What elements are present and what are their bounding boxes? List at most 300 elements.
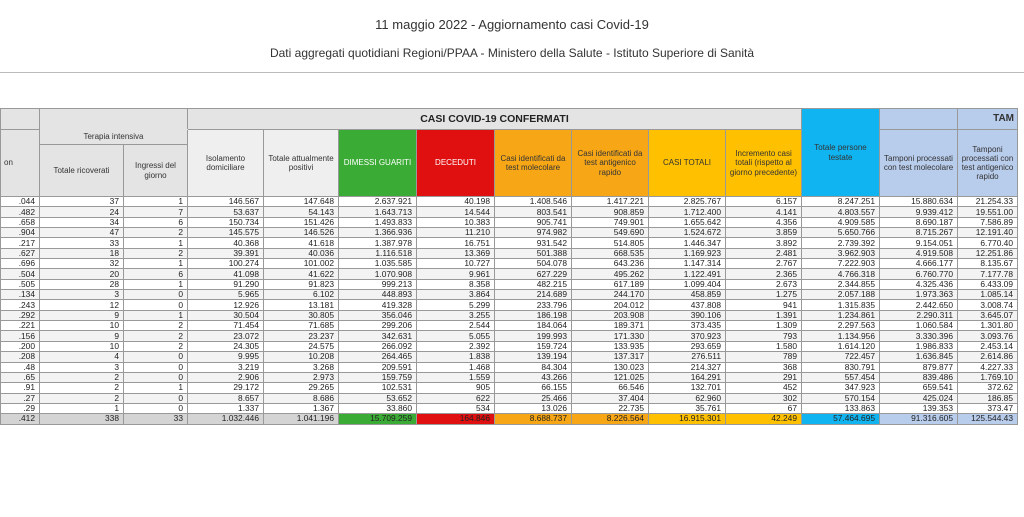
table-cell: 199.993 bbox=[495, 331, 572, 341]
header-antigen-cases: Casi identificati da test antigenico rapido bbox=[572, 130, 649, 197]
table-cell: 1.147.314 bbox=[649, 259, 726, 269]
totals-row bbox=[1, 414, 1018, 424]
table-cell: 6.102 bbox=[264, 290, 339, 300]
table-cell: 29.172 bbox=[188, 383, 264, 393]
table-cell: 23.072 bbox=[188, 331, 264, 341]
table-cell: 3 bbox=[40, 362, 124, 372]
table-cell: 6.760.770 bbox=[880, 269, 958, 279]
table-cell: 1.493.833 bbox=[339, 217, 417, 227]
table-cell: 10.383 bbox=[417, 217, 495, 227]
table-cell: 145.575 bbox=[188, 228, 264, 238]
table-cell: 13.026 bbox=[495, 403, 572, 413]
table-cell: 33 bbox=[40, 238, 124, 248]
table-cell: 171.330 bbox=[572, 331, 649, 341]
total-cell: 8.226.564 bbox=[572, 414, 649, 424]
table-row bbox=[1, 341, 1018, 351]
table-cell: 139.353 bbox=[880, 403, 958, 413]
table-cell: 879.877 bbox=[880, 362, 958, 372]
table-cell: 146.526 bbox=[264, 228, 339, 238]
table-cell: 504.078 bbox=[495, 259, 572, 269]
table-cell: 356.046 bbox=[339, 310, 417, 320]
table-cell: 12.251.86 bbox=[958, 248, 1018, 258]
table-cell: 3.864 bbox=[417, 290, 495, 300]
table-cell: 184.064 bbox=[495, 321, 572, 331]
table-cell: 722.457 bbox=[802, 352, 880, 362]
table-cell: 0 bbox=[124, 393, 188, 403]
table-cell: 1.636.845 bbox=[880, 352, 958, 362]
table-cell: 264.465 bbox=[339, 352, 417, 362]
header-case-increase: Incremento casi totali (rispetto al giorno precedente) bbox=[726, 130, 802, 197]
table-cell: 186.85 bbox=[958, 393, 1018, 403]
table-cell: 622 bbox=[417, 393, 495, 403]
header-molecular-cases: Casi identificati da test molecolare bbox=[495, 130, 572, 197]
table-cell: 62.960 bbox=[649, 393, 726, 403]
table-cell: 1.446.347 bbox=[649, 238, 726, 248]
table-cell: 1.468 bbox=[417, 362, 495, 372]
table-cell: 20 bbox=[40, 269, 124, 279]
header-total-tested: Totale persone testate bbox=[802, 109, 880, 197]
table-cell: 32 bbox=[40, 259, 124, 269]
table-row bbox=[1, 197, 1018, 207]
table-cell: 1.838 bbox=[417, 352, 495, 362]
table-cell: 132.701 bbox=[649, 383, 726, 393]
header-deceased: DECEDUTI bbox=[417, 130, 495, 197]
table-cell: 2 bbox=[124, 228, 188, 238]
table-cell: 101.002 bbox=[264, 259, 339, 269]
table-cell: 2.973 bbox=[264, 372, 339, 382]
table-cell: 4 bbox=[40, 352, 124, 362]
table-cell: 643.236 bbox=[572, 259, 649, 269]
table-cell: 33.860 bbox=[339, 403, 417, 413]
table-cell: 0 bbox=[124, 362, 188, 372]
table-cell: 1.769.10 bbox=[958, 372, 1018, 382]
table-cell: 13.369 bbox=[417, 248, 495, 258]
table-cell: 347.923 bbox=[802, 383, 880, 393]
total-cell: 16.915.301 bbox=[649, 414, 726, 424]
table-cell: 11.210 bbox=[417, 228, 495, 238]
table-cell: 1.275 bbox=[726, 290, 802, 300]
table-cell: 35.761 bbox=[649, 403, 726, 413]
table-cell: 24.575 bbox=[264, 341, 339, 351]
table-cell: 941 bbox=[726, 300, 802, 310]
table-cell: 8.135.67 bbox=[958, 259, 1018, 269]
table-cell: 1.070.908 bbox=[339, 269, 417, 279]
table-cell: 0 bbox=[124, 372, 188, 382]
table-cell: 1.712.400 bbox=[649, 207, 726, 217]
table-cell: 839.486 bbox=[880, 372, 958, 382]
table-cell: 7.222.903 bbox=[802, 259, 880, 269]
table-cell: 4.766.318 bbox=[802, 269, 880, 279]
table-cell: 789 bbox=[726, 352, 802, 362]
table-cell: 4.666.177 bbox=[880, 259, 958, 269]
table-cell: 1.408.546 bbox=[495, 197, 572, 207]
table-cell: 1.973.363 bbox=[880, 290, 958, 300]
table-cell: .504 bbox=[1, 269, 40, 279]
table-cell: 514.805 bbox=[572, 238, 649, 248]
table-cell: 40.036 bbox=[264, 248, 339, 258]
table-cell: 67 bbox=[726, 403, 802, 413]
table-cell: 437.808 bbox=[649, 300, 726, 310]
table-cell: 1.559 bbox=[417, 372, 495, 382]
table-cell: 10.208 bbox=[264, 352, 339, 362]
table-cell: 12.191.40 bbox=[958, 228, 1018, 238]
header-col0: on bbox=[1, 130, 40, 197]
table-cell: 147.648 bbox=[264, 197, 339, 207]
table-cell: 22.735 bbox=[572, 403, 649, 413]
table-cell: 2.673 bbox=[726, 279, 802, 289]
table-cell: 10 bbox=[40, 321, 124, 331]
table-cell: 159.759 bbox=[339, 372, 417, 382]
table-cell: 14.544 bbox=[417, 207, 495, 217]
header-currently-positive: Totale attualmente positivi bbox=[264, 130, 339, 197]
total-cell: 42.249 bbox=[726, 414, 802, 424]
table-cell: 139.194 bbox=[495, 352, 572, 362]
table-cell: 1.315.835 bbox=[802, 300, 880, 310]
table-cell: 2 bbox=[124, 248, 188, 258]
table-cell: 549.690 bbox=[572, 228, 649, 238]
table-cell: 121.025 bbox=[572, 372, 649, 382]
table-cell: 9.939.412 bbox=[880, 207, 958, 217]
table-cell: 7.586.89 bbox=[958, 217, 1018, 227]
total-cell: 33 bbox=[124, 414, 188, 424]
table-cell: 1 bbox=[40, 403, 124, 413]
total-cell: .412 bbox=[1, 414, 40, 424]
table-cell: 2.739.392 bbox=[802, 238, 880, 248]
table-cell: 1.234.861 bbox=[802, 310, 880, 320]
table-cell: 2.453.14 bbox=[958, 341, 1018, 351]
table-cell: 2 bbox=[40, 383, 124, 393]
header-total-cases: CASI TOTALI bbox=[649, 130, 726, 197]
table-cell: 373.435 bbox=[649, 321, 726, 331]
total-cell: 164.846 bbox=[417, 414, 495, 424]
table-cell: 931.542 bbox=[495, 238, 572, 248]
table-cell: 21.254.33 bbox=[958, 197, 1018, 207]
table-row bbox=[1, 269, 1018, 279]
table-cell: .29 bbox=[1, 403, 40, 413]
table-cell: 5.965 bbox=[188, 290, 264, 300]
table-cell: 3.268 bbox=[264, 362, 339, 372]
table-cell: .904 bbox=[1, 228, 40, 238]
table-cell: 1.391 bbox=[726, 310, 802, 320]
table-cell: 2.392 bbox=[417, 341, 495, 351]
table-cell: .65 bbox=[1, 372, 40, 382]
table-cell: 830.791 bbox=[802, 362, 880, 372]
table-cell: 146.567 bbox=[188, 197, 264, 207]
table-cell: 458.859 bbox=[649, 290, 726, 300]
table-cell: 9.154.051 bbox=[880, 238, 958, 248]
table-cell: 482.215 bbox=[495, 279, 572, 289]
table-cell: 3.008.74 bbox=[958, 300, 1018, 310]
table-cell: 2.290.311 bbox=[880, 310, 958, 320]
table-row bbox=[1, 352, 1018, 362]
table-cell: 749.901 bbox=[572, 217, 649, 227]
table-cell: 151.426 bbox=[264, 217, 339, 227]
table-cell: 133.935 bbox=[572, 341, 649, 351]
header-recovered: DIMESSI GUARITI bbox=[339, 130, 417, 197]
table-cell: 1.060.584 bbox=[880, 321, 958, 331]
table-cell: .208 bbox=[1, 352, 40, 362]
total-cell: 338 bbox=[40, 414, 124, 424]
table-cell: 37 bbox=[40, 197, 124, 207]
table-cell: 29.265 bbox=[264, 383, 339, 393]
table-cell: .217 bbox=[1, 238, 40, 248]
table-cell: 974.982 bbox=[495, 228, 572, 238]
table-cell: 8.358 bbox=[417, 279, 495, 289]
table-cell: 15.880.634 bbox=[880, 197, 958, 207]
page-title: 11 maggio 2022 - Aggiornamento casi Covid-19 bbox=[375, 17, 649, 32]
table-cell: 1.169.923 bbox=[649, 248, 726, 258]
header-daily-admissions: Ingressi del giorno bbox=[124, 145, 188, 197]
banner-tamponi: TAM bbox=[958, 109, 1018, 130]
table-cell: 276.511 bbox=[649, 352, 726, 362]
header-antigen-swabs: Tamponi processati con test antigenico rapido bbox=[958, 130, 1018, 197]
table-cell: 164.291 bbox=[649, 372, 726, 382]
table-cell: 71.685 bbox=[264, 321, 339, 331]
table-cell: 3.645.07 bbox=[958, 310, 1018, 320]
table-cell: 8.715.267 bbox=[880, 228, 958, 238]
table-row bbox=[1, 300, 1018, 310]
table-row bbox=[1, 310, 1018, 320]
total-cell: 57.464.695 bbox=[802, 414, 880, 424]
table-cell: 2.544 bbox=[417, 321, 495, 331]
table-cell: .696 bbox=[1, 259, 40, 269]
table-cell: 203.908 bbox=[572, 310, 649, 320]
table-cell: 28 bbox=[40, 279, 124, 289]
table-cell: .627 bbox=[1, 248, 40, 258]
table-cell: 8.690.187 bbox=[880, 217, 958, 227]
table-cell: 6.157 bbox=[726, 197, 802, 207]
table-cell: 1.417.221 bbox=[572, 197, 649, 207]
table-cell: 2.344.855 bbox=[802, 279, 880, 289]
table-cell: 4.919.508 bbox=[880, 248, 958, 258]
table-row bbox=[1, 259, 1018, 269]
page-subtitle: Dati aggregati quotidiani Regioni/PPAA - Ministero della Salute - Istituto Superiore di Sanità bbox=[269, 46, 755, 60]
table-cell: 30.504 bbox=[188, 310, 264, 320]
table-row bbox=[1, 372, 1018, 382]
table-cell: 2.297.563 bbox=[802, 321, 880, 331]
table-cell: 534 bbox=[417, 403, 495, 413]
table-cell: 54.143 bbox=[264, 207, 339, 217]
total-cell: 91.316.605 bbox=[880, 414, 958, 424]
table-cell: 91.823 bbox=[264, 279, 339, 289]
table-cell: 159.724 bbox=[495, 341, 572, 351]
table-cell: 47 bbox=[40, 228, 124, 238]
table-cell: 30.805 bbox=[264, 310, 339, 320]
table-cell: 3.859 bbox=[726, 228, 802, 238]
table-cell: 2 bbox=[40, 393, 124, 403]
table-row bbox=[1, 238, 1018, 248]
table-cell: .505 bbox=[1, 279, 40, 289]
table-cell: 4.803.557 bbox=[802, 207, 880, 217]
table-row bbox=[1, 279, 1018, 289]
table-cell: 0 bbox=[124, 290, 188, 300]
table-cell: 8.686 bbox=[264, 393, 339, 403]
table-cell: 34 bbox=[40, 217, 124, 227]
table-row bbox=[1, 228, 1018, 238]
table-cell: 0 bbox=[124, 403, 188, 413]
table-cell: 2.825.767 bbox=[649, 197, 726, 207]
table-cell: 39.391 bbox=[188, 248, 264, 258]
table-row bbox=[1, 207, 1018, 217]
table-cell: 659.541 bbox=[880, 383, 958, 393]
table-cell: 905.741 bbox=[495, 217, 572, 227]
table-cell: 204.012 bbox=[572, 300, 649, 310]
table-cell: 10.727 bbox=[417, 259, 495, 269]
table-cell: 2 bbox=[124, 331, 188, 341]
table-cell: 3.892 bbox=[726, 238, 802, 248]
table-cell: 37.404 bbox=[572, 393, 649, 403]
table-cell: .243 bbox=[1, 300, 40, 310]
table-cell: 5.650.766 bbox=[802, 228, 880, 238]
table-cell: 2.442.650 bbox=[880, 300, 958, 310]
table-cell: 6 bbox=[124, 269, 188, 279]
table-cell: 370.923 bbox=[649, 331, 726, 341]
table-cell: 12 bbox=[40, 300, 124, 310]
table-cell: .156 bbox=[1, 331, 40, 341]
table-cell: 1.309 bbox=[726, 321, 802, 331]
table-cell: 66.155 bbox=[495, 383, 572, 393]
table-cell: 1 bbox=[124, 310, 188, 320]
table-cell: 2.767 bbox=[726, 259, 802, 269]
table-cell: 2.365 bbox=[726, 269, 802, 279]
table-cell: 617.189 bbox=[572, 279, 649, 289]
table-cell: 452 bbox=[726, 383, 802, 393]
table-cell: 40.368 bbox=[188, 238, 264, 248]
table-cell: 7.177.78 bbox=[958, 269, 1018, 279]
table-cell: 368 bbox=[726, 362, 802, 372]
table-cell: 1.367 bbox=[264, 403, 339, 413]
table-cell: 266.092 bbox=[339, 341, 417, 351]
table-cell: 4.141 bbox=[726, 207, 802, 217]
table-cell: 4.227.33 bbox=[958, 362, 1018, 372]
table-cell: 10 bbox=[40, 341, 124, 351]
table-cell: 6 bbox=[124, 217, 188, 227]
table-cell: 3.255 bbox=[417, 310, 495, 320]
header-molecular-swabs: Tamponi processati con test molecolare bbox=[880, 130, 958, 197]
table-cell: 425.024 bbox=[880, 393, 958, 403]
table-cell: 8.247.251 bbox=[802, 197, 880, 207]
table-cell: .482 bbox=[1, 207, 40, 217]
table-row bbox=[1, 383, 1018, 393]
total-cell: 8.688.737 bbox=[495, 414, 572, 424]
table-cell: 84.304 bbox=[495, 362, 572, 372]
table-cell: 557.454 bbox=[802, 372, 880, 382]
covid-cases-table bbox=[0, 108, 1018, 425]
table-cell: 9 bbox=[40, 310, 124, 320]
table-cell: 23.237 bbox=[264, 331, 339, 341]
table-cell: 130.023 bbox=[572, 362, 649, 372]
table-cell: 53.652 bbox=[339, 393, 417, 403]
table-cell: 3.219 bbox=[188, 362, 264, 372]
header-spacer bbox=[880, 109, 958, 130]
table-cell: 999.213 bbox=[339, 279, 417, 289]
header-group-intensive-care: Terapia intensiva bbox=[40, 130, 188, 145]
table-cell: 5.055 bbox=[417, 331, 495, 341]
table-cell: 233.796 bbox=[495, 300, 572, 310]
table-cell: .292 bbox=[1, 310, 40, 320]
header-divider bbox=[0, 72, 1024, 73]
table-cell: 627.229 bbox=[495, 269, 572, 279]
table-row bbox=[1, 290, 1018, 300]
total-cell: 1.032.446 bbox=[188, 414, 264, 424]
table-cell: 9.961 bbox=[417, 269, 495, 279]
table-cell: 186.198 bbox=[495, 310, 572, 320]
table-cell: 501.388 bbox=[495, 248, 572, 258]
table-cell: 1 bbox=[124, 259, 188, 269]
table-cell: 133.863 bbox=[802, 403, 880, 413]
table-cell: 1.301.80 bbox=[958, 321, 1018, 331]
table-cell: 793 bbox=[726, 331, 802, 341]
total-cell: 1.041.196 bbox=[264, 414, 339, 424]
table-cell: 41.618 bbox=[264, 238, 339, 248]
table-cell: 4.909.585 bbox=[802, 217, 880, 227]
table-cell: 419.328 bbox=[339, 300, 417, 310]
table-cell: 12.926 bbox=[188, 300, 264, 310]
table-cell: 2.481 bbox=[726, 248, 802, 258]
table-cell: 4.356 bbox=[726, 217, 802, 227]
table-cell: .91 bbox=[1, 383, 40, 393]
table-cell: 291 bbox=[726, 372, 802, 382]
table-cell: 668.535 bbox=[572, 248, 649, 258]
table-cell: 8.657 bbox=[188, 393, 264, 403]
table-cell: 1.122.491 bbox=[649, 269, 726, 279]
table-cell: 1.099.404 bbox=[649, 279, 726, 289]
table-cell: 495.262 bbox=[572, 269, 649, 279]
table-cell: 1.085.14 bbox=[958, 290, 1018, 300]
table-cell: 150.734 bbox=[188, 217, 264, 227]
table-cell: 9.995 bbox=[188, 352, 264, 362]
header-spacer bbox=[1, 109, 40, 130]
table-cell: 1.116.518 bbox=[339, 248, 417, 258]
table-cell: 1 bbox=[124, 197, 188, 207]
header-total-hospitalized: Totale ricoverati bbox=[40, 145, 124, 197]
table-cell: .658 bbox=[1, 217, 40, 227]
table-cell: 1.655.642 bbox=[649, 217, 726, 227]
table-cell: 299.206 bbox=[339, 321, 417, 331]
header-home-isolation: Isolamento domiciliare bbox=[188, 130, 264, 197]
table-cell: 1.134.956 bbox=[802, 331, 880, 341]
table-row bbox=[1, 321, 1018, 331]
table-cell: 372.62 bbox=[958, 383, 1018, 393]
table-cell: 5.299 bbox=[417, 300, 495, 310]
table-row bbox=[1, 403, 1018, 413]
table-cell: 71.454 bbox=[188, 321, 264, 331]
table-cell: 342.631 bbox=[339, 331, 417, 341]
table-cell: 1.387.978 bbox=[339, 238, 417, 248]
table-cell: 13.181 bbox=[264, 300, 339, 310]
table-cell: 41.098 bbox=[188, 269, 264, 279]
table-cell: 19.551.00 bbox=[958, 207, 1018, 217]
table-cell: 24 bbox=[40, 207, 124, 217]
table-cell: 214.689 bbox=[495, 290, 572, 300]
table-cell: 1.337 bbox=[188, 403, 264, 413]
table-cell: 91.290 bbox=[188, 279, 264, 289]
table-cell: 302 bbox=[726, 393, 802, 403]
table-cell: 1 bbox=[124, 383, 188, 393]
table-cell: 214.327 bbox=[649, 362, 726, 372]
table-cell: 0 bbox=[124, 300, 188, 310]
table-cell: .134 bbox=[1, 290, 40, 300]
table-row bbox=[1, 362, 1018, 372]
table-cell: 1.366.936 bbox=[339, 228, 417, 238]
table-cell: .27 bbox=[1, 393, 40, 403]
table-cell: 908.859 bbox=[572, 207, 649, 217]
table-cell: .221 bbox=[1, 321, 40, 331]
table-cell: 244.170 bbox=[572, 290, 649, 300]
table-cell: 18 bbox=[40, 248, 124, 258]
table-cell: 803.541 bbox=[495, 207, 572, 217]
total-cell: 15.709.259 bbox=[339, 414, 417, 424]
